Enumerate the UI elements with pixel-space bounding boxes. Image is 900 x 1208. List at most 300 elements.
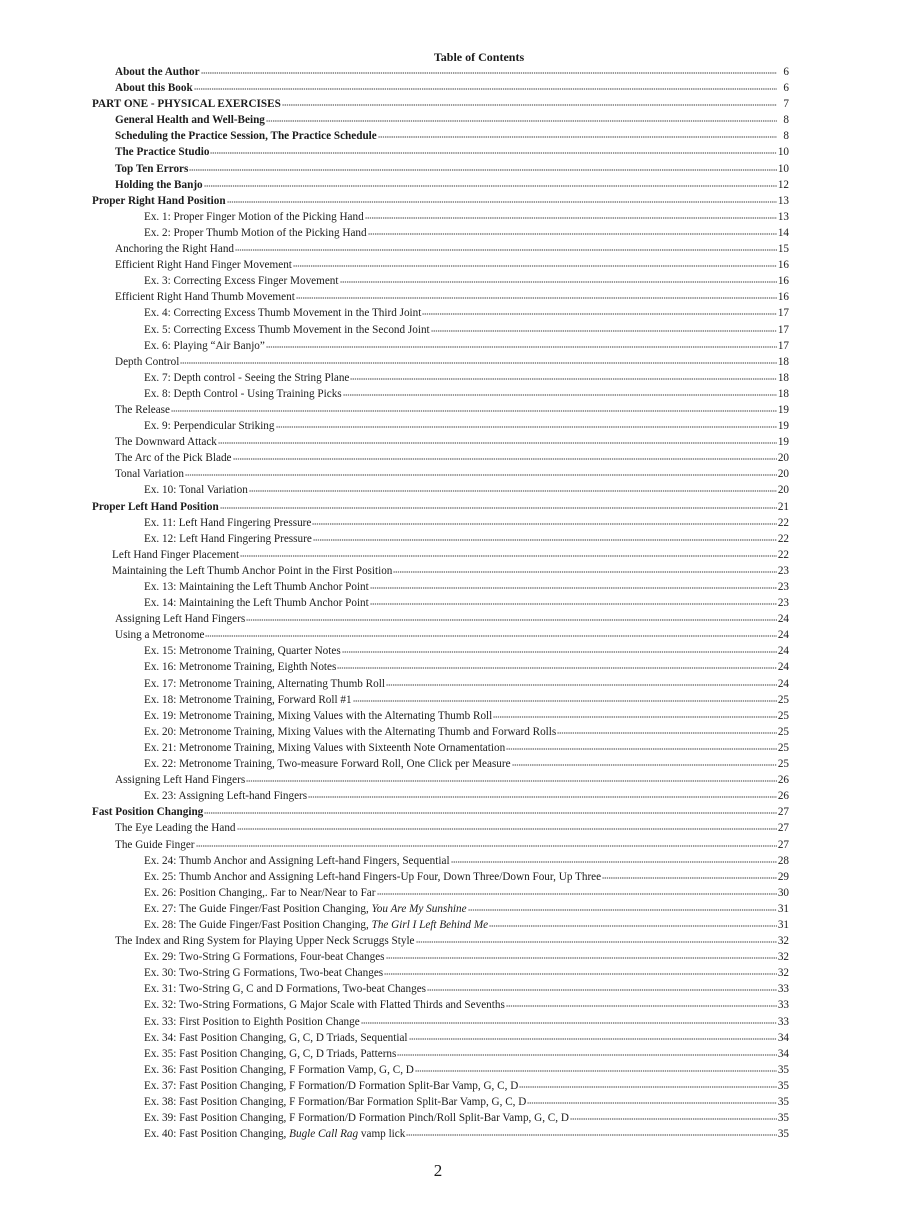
- toc-entry-text: Ex. 34: Fast Position Changing, G, C, D Triads, Sequential: [144, 1031, 408, 1044]
- dot-leader: [343, 386, 777, 396]
- toc-entry: [0, 579, 900, 595]
- toc-entry-title: [144, 482, 248, 498]
- dot-leader: [194, 80, 777, 90]
- toc-entry-page: 33: [777, 983, 789, 996]
- toc-entry-text: The Arc of the Pick Blade: [115, 452, 232, 465]
- toc-entry-text: Depth Control: [115, 355, 180, 368]
- toc-entry-title: [144, 949, 385, 965]
- toc-entry-text: The Index and Ring System for Playing Upper Neck Scruggs Style: [115, 935, 415, 948]
- toc-entry-page: 27: [777, 806, 789, 819]
- toc-entry: [0, 370, 900, 386]
- toc-entry: [0, 322, 900, 338]
- toc-entry-page: 17: [777, 307, 789, 320]
- dot-leader: [365, 209, 777, 219]
- dot-leader: [196, 837, 777, 847]
- toc-entry-title: [144, 209, 364, 225]
- toc-entry-page: 29: [777, 870, 789, 883]
- dot-leader: [266, 338, 777, 348]
- dot-leader: [489, 917, 777, 927]
- dot-leader: [171, 402, 777, 412]
- toc-entry-title: [144, 869, 601, 885]
- toc-entry: [0, 1030, 900, 1046]
- dot-leader: [340, 273, 777, 283]
- dot-leader: [370, 579, 777, 589]
- toc-entry-page: 32: [777, 967, 789, 980]
- toc-entry-page: 21: [777, 500, 789, 513]
- toc-entry: [0, 724, 900, 740]
- dot-leader: [201, 64, 777, 74]
- toc-entry-page: 23: [777, 597, 789, 610]
- toc-entry-page: 35: [777, 1079, 789, 1092]
- toc-entry-title: [115, 112, 265, 128]
- dot-leader: [353, 692, 777, 702]
- toc-entry-title: [144, 1014, 360, 1030]
- toc-entry-text: Ex. 5: Correcting Excess Thumb Movement in the Second Joint: [144, 323, 430, 336]
- toc-entry-text: Ex. 1: Proper Finger Motion of the Picking Hand: [144, 210, 364, 223]
- toc-entry: [0, 676, 900, 692]
- toc-entry-text: Assigning Left Hand Fingers: [115, 613, 246, 626]
- toc-entry-page: 24: [777, 645, 789, 658]
- toc-entry-text: Ex. 22: Metronome Training, Two-measure Forward Roll, One Click per Measure: [144, 758, 511, 771]
- toc-entry-page: 16: [777, 291, 789, 304]
- toc-entry-page: 6: [783, 66, 789, 78]
- toc-entry-title: [144, 901, 467, 917]
- dot-leader: [312, 515, 776, 525]
- toc-entry-page: 23: [777, 564, 789, 577]
- toc-entry-text: Ex. 30: Two-String G Formations, Two-beat Changes: [144, 967, 384, 980]
- toc-entry-page: 14: [777, 226, 789, 239]
- toc-heading: Table of Contents: [433, 50, 525, 64]
- dot-leader: [180, 354, 776, 364]
- toc-entry-text: Efficient Right Hand Thumb Movement: [115, 291, 295, 304]
- dot-leader: [204, 177, 777, 187]
- toc-entry-page: 25: [777, 758, 789, 771]
- dot-leader: [384, 965, 777, 975]
- toc-entry-page: 20: [777, 484, 789, 497]
- toc-entry-text: Ex. 14: Maintaining the Left Thumb Anchor Point: [144, 597, 369, 610]
- toc-entry-title: [144, 1030, 408, 1046]
- dot-leader: [409, 1030, 777, 1040]
- toc-entry-title: [144, 756, 511, 772]
- toc-entry-text: Ex. 7: Depth control - Seeing the String Plane: [144, 371, 350, 384]
- toc-entry: [0, 997, 900, 1013]
- toc-entry-title: [144, 225, 367, 241]
- dot-leader: [218, 434, 777, 444]
- toc-entry-title: [144, 595, 369, 611]
- toc-entry-text: Ex. 17: Metronome Training, Alternating Thumb Roll: [144, 677, 385, 690]
- dot-leader: [361, 1014, 777, 1024]
- toc-entry-title: [144, 997, 505, 1013]
- toc-entry-text: Ex. 8: Depth Control - Using Training Picks: [144, 387, 342, 400]
- toc-entry: [0, 434, 900, 450]
- toc-entry: [0, 128, 900, 144]
- toc-entry: [0, 241, 900, 257]
- toc-entry: [0, 853, 900, 869]
- dot-leader: [393, 563, 776, 573]
- dot-leader: [266, 112, 777, 122]
- toc-entry-page: 23: [777, 581, 789, 593]
- toc-entry-title: [115, 80, 193, 96]
- toc-entry-title: [144, 708, 492, 724]
- toc-entry-title: [144, 273, 339, 289]
- toc-entry-page: 22: [777, 516, 789, 529]
- dot-leader: [427, 981, 777, 991]
- toc-entry-title: [144, 386, 342, 402]
- dot-leader: [296, 289, 777, 299]
- toc-entry-page: 30: [777, 886, 789, 899]
- toc-entry-text: Ex. 29: Two-String G Formations, Four-beat Changes: [144, 951, 385, 964]
- toc-entry-text: Ex. 19: Metronome Training, Mixing Values with the Alternating Thumb Roll: [144, 709, 493, 722]
- dot-leader: [431, 322, 777, 332]
- toc-entry-page: 13: [777, 210, 789, 223]
- toc-entry-text: Ex. 25: Thumb Anchor and Assigning Left-hand Fingers-Up Four, Down Three/Down Four, Up Three: [144, 870, 602, 883]
- toc-entry-text: Holding the Banjo: [115, 178, 203, 191]
- toc-entry-page: 20: [777, 452, 789, 465]
- toc-entry: [0, 338, 900, 354]
- dot-leader: [386, 949, 777, 959]
- toc-entry-text: Ex. 11: Left Hand Fingering Pressure: [144, 516, 312, 529]
- toc-entry-page: 7: [783, 98, 789, 111]
- toc-entry-page: 34: [777, 1047, 789, 1060]
- toc-entry-text: Tonal Variation: [115, 468, 184, 481]
- toc-entry-text: Proper Left Hand Position: [92, 500, 219, 513]
- toc-entry-page: 13: [777, 194, 789, 207]
- dot-leader: [313, 531, 777, 541]
- toc-entry-text: Ex. 39: Fast Position Changing, F Formation/D Formation Pinch/Roll Split-Bar Vamp, G, C, D: [144, 1112, 569, 1125]
- toc-entry-text: About this Book: [115, 82, 193, 95]
- toc-entry-text: Ex. 18: Metronome Training, Forward Roll #1: [144, 693, 352, 706]
- toc-entry: [0, 96, 900, 112]
- dot-leader: [293, 257, 777, 267]
- toc-entry: [0, 1126, 900, 1142]
- toc-entry: [0, 354, 900, 370]
- toc-entry: [0, 112, 900, 128]
- toc-entry-page: 12: [777, 178, 789, 191]
- toc-entry-page: 15: [777, 243, 789, 256]
- toc-entry-text: Using a Metronome: [115, 629, 205, 642]
- toc-entry-page: 25: [777, 709, 789, 722]
- toc-entry-text: The Practice Studio: [115, 146, 210, 159]
- dot-leader: [227, 193, 777, 203]
- toc-entry: [0, 1062, 900, 1078]
- toc-entry-text: Top Ten Errors: [115, 162, 189, 175]
- toc-entry: [0, 225, 900, 241]
- toc-entry: [0, 643, 900, 659]
- toc-entry-text: Ex. 15: Metronome Training, Quarter Notes: [144, 645, 341, 658]
- toc-entry-title: [92, 499, 219, 515]
- toc-entry: [0, 257, 900, 273]
- toc-entry: [0, 708, 900, 724]
- dot-leader: [506, 740, 777, 750]
- table-of-contents: [0, 64, 900, 1142]
- toc-entry-title: [144, 1078, 518, 1094]
- toc-entry-page: 6: [783, 82, 789, 95]
- toc-entry-page: 32: [777, 935, 789, 948]
- toc-entry-text-suffix: vamp lick: [358, 1128, 406, 1141]
- toc-entry: [0, 788, 900, 804]
- toc-entry-text: Ex. 38: Fast Position Changing, F Formation/Bar Formation Split-Bar Vamp, G, C, D: [144, 1096, 527, 1108]
- dot-leader: [378, 128, 777, 138]
- toc-entry-text: Maintaining the Left Thumb Anchor Point in the First Position: [112, 564, 393, 577]
- toc-entry-page: 26: [777, 774, 789, 787]
- toc-entry-page: 35: [777, 1112, 789, 1125]
- dot-leader: [377, 885, 777, 895]
- toc-entry-text: Ex. 21: Metronome Training, Mixing Values with Sixteenth Note Ornamentation: [144, 741, 506, 754]
- toc-entry: [0, 209, 900, 225]
- toc-entry: [0, 837, 900, 853]
- dot-leader: [276, 418, 777, 428]
- toc-entry-page: 19: [777, 420, 789, 433]
- dot-leader: [233, 450, 777, 460]
- toc-entry-page: 10: [777, 162, 789, 175]
- toc-entry-italic-title: Bugle Call Rag: [289, 1128, 359, 1141]
- toc-entry-title: [115, 241, 234, 257]
- toc-entry: [0, 499, 900, 515]
- toc-entry-page: 31: [777, 918, 789, 931]
- toc-entry-page: 24: [777, 677, 789, 690]
- toc-entry-title: [115, 837, 195, 853]
- toc-entry: [0, 386, 900, 402]
- toc-entry-page: 27: [777, 838, 789, 851]
- toc-entry-title: [92, 804, 203, 820]
- toc-entry: [0, 1078, 900, 1094]
- toc-entry: [0, 692, 900, 708]
- dot-leader: [185, 466, 777, 476]
- toc-entry-text: The Eye Leading the Hand: [115, 822, 236, 835]
- toc-entry: [0, 981, 900, 997]
- toc-entry-title: [144, 1110, 569, 1126]
- toc-entry-text: Ex. 13: Maintaining the Left Thumb Anchor Point: [144, 581, 369, 593]
- toc-entry-page: 32: [777, 951, 789, 964]
- toc-entry-text: Ex. 33: First Position to Eighth Position Change: [144, 1015, 360, 1028]
- toc-entry: [0, 901, 900, 917]
- toc-entry-text: PART ONE - PHYSICAL EXERCISES: [92, 98, 281, 111]
- dot-leader: [246, 611, 777, 621]
- dot-leader: [237, 820, 777, 830]
- toc-entry-title: [144, 676, 385, 692]
- toc-entry: [0, 804, 900, 820]
- toc-entry-italic-title: You Are My Sunshine: [371, 902, 467, 915]
- toc-entry-page: 17: [777, 323, 789, 336]
- toc-entry-page: 16: [777, 259, 789, 272]
- dot-leader: [386, 676, 777, 686]
- toc-entry-text: Ex. 36: Fast Position Changing, F Formation Vamp, G, C, D: [144, 1063, 414, 1076]
- toc-entry-title: [115, 177, 203, 193]
- dot-leader: [570, 1110, 777, 1120]
- toc-entry-page: 35: [777, 1063, 789, 1076]
- dot-leader: [342, 643, 777, 653]
- toc-entry: [0, 64, 900, 80]
- toc-entry-page: 27: [777, 822, 789, 835]
- toc-entry: [0, 80, 900, 96]
- toc-entry-title: [115, 64, 200, 80]
- dot-leader: [557, 724, 777, 734]
- toc-entry-page: 8: [783, 114, 789, 127]
- toc-entry-title: [144, 305, 421, 321]
- toc-entry-title: [115, 289, 295, 305]
- toc-entry-title: [112, 547, 239, 563]
- toc-entry: [0, 885, 900, 901]
- toc-entry-page: 8: [783, 130, 789, 143]
- toc-entry: [0, 1094, 900, 1110]
- toc-entry: [0, 659, 900, 675]
- toc-entry-text: Left Hand Finger Placement: [112, 548, 240, 561]
- dot-leader: [406, 1126, 776, 1136]
- toc-entry-text: Ex. 37: Fast Position Changing, F Formation/D Formation Split-Bar Vamp, G, C, D: [144, 1079, 519, 1092]
- toc-entry: [0, 933, 900, 949]
- toc-entry-text: Ex. 31: Two-String G, C and D Formations, Two-beat Changes: [144, 983, 427, 996]
- toc-entry-page: 35: [777, 1096, 789, 1108]
- dot-leader: [235, 241, 777, 251]
- toc-entry-title: [115, 434, 217, 450]
- toc-entry-text: Scheduling the Practice Session, The Practice Schedule: [115, 130, 377, 143]
- dot-leader: [602, 869, 777, 879]
- toc-entry: [0, 144, 900, 160]
- toc-entry-page: 26: [777, 790, 789, 803]
- dot-leader: [210, 144, 776, 154]
- toc-entry-text: The Release: [115, 403, 170, 416]
- toc-entry: [0, 402, 900, 418]
- toc-entry: [0, 161, 900, 177]
- toc-entry-title: [115, 466, 184, 482]
- toc-entry-page: 25: [777, 693, 789, 706]
- dot-leader: [493, 708, 777, 718]
- toc-entry-text: Ex. 26: Position Changing,. Far to Near/Near to Far: [144, 886, 376, 899]
- toc-entry-title: [144, 981, 426, 997]
- toc-entry-text: The Guide Finger: [115, 838, 195, 851]
- dot-leader: [512, 756, 777, 766]
- dot-leader: [519, 1078, 777, 1088]
- dot-leader: [415, 1062, 777, 1072]
- toc-entry-title: [144, 724, 556, 740]
- toc-entry-text: The Downward Attack: [115, 436, 217, 449]
- toc-entry-title: [115, 450, 232, 466]
- toc-entry-text: General Health and Well-Being: [115, 114, 265, 127]
- toc-entry: [0, 595, 900, 611]
- toc-entry: [0, 965, 900, 981]
- toc-entry-text: Ex. 35: Fast Position Changing, G, C, D Triads, Patterns: [144, 1047, 397, 1060]
- toc-entry-title: [144, 740, 505, 756]
- dot-leader: [240, 547, 777, 557]
- toc-entry-title: [144, 1046, 396, 1062]
- toc-entry-title: [115, 161, 188, 177]
- dot-leader: [527, 1094, 776, 1104]
- toc-entry-title: [144, 788, 307, 804]
- toc-entry: [0, 531, 900, 547]
- toc-entry-text: Ex. 32: Two-String Formations, G Major Scale with Flatted Thirds and Sevenths: [144, 999, 505, 1012]
- toc-entry-title: [144, 692, 352, 708]
- toc-entry-page: 33: [777, 1015, 789, 1028]
- toc-entry: [0, 273, 900, 289]
- toc-entry: [0, 917, 900, 933]
- toc-entry-title: [144, 1094, 526, 1110]
- toc-entry-page: 25: [777, 725, 789, 738]
- toc-entry: [0, 820, 900, 836]
- toc-entry: [0, 869, 900, 885]
- toc-entry: [0, 177, 900, 193]
- toc-entry: [0, 563, 900, 579]
- toc-entry-page: 28: [777, 854, 789, 867]
- dot-leader: [368, 225, 777, 235]
- toc-entry-page: 20: [777, 468, 789, 481]
- toc-entry-page: 31: [777, 902, 789, 915]
- toc-entry-title: [144, 531, 312, 547]
- toc-entry-text: Ex. 40: Fast Position Changing,: [144, 1128, 290, 1141]
- toc-entry: [0, 305, 900, 321]
- toc-entry-page: 33: [777, 999, 789, 1012]
- toc-entry: [0, 949, 900, 965]
- dot-leader: [246, 772, 777, 782]
- dot-leader: [220, 499, 777, 509]
- toc-entry: [0, 418, 900, 434]
- toc-entry-text: Ex. 23: Assigning Left-hand Fingers: [144, 790, 308, 803]
- toc-entry-text: Efficient Right Hand Finger Movement: [115, 259, 292, 272]
- dot-leader: [205, 627, 776, 637]
- toc-entry-page: 16: [777, 275, 789, 288]
- toc-entry: [0, 611, 900, 627]
- toc-entry: [0, 1110, 900, 1126]
- toc-entry-text: Ex. 24: Thumb Anchor and Assigning Left-hand Fingers, Sequential: [144, 854, 450, 867]
- toc-entry-page: 22: [777, 548, 789, 561]
- toc-entry-title: [115, 128, 377, 144]
- toc-entry-text: Ex. 9: Perpendicular Striking: [144, 420, 275, 433]
- toc-entry-title: [112, 563, 392, 579]
- page-number: 2: [433, 1161, 443, 1180]
- toc-entry-page: 19: [777, 436, 789, 449]
- dot-leader: [189, 161, 776, 171]
- toc-entry-page: 34: [777, 1031, 789, 1044]
- toc-entry-text: Ex. 2: Proper Thumb Motion of the Picking Hand: [144, 226, 367, 239]
- toc-entry-title: [144, 965, 383, 981]
- toc-entry-title: [144, 418, 275, 434]
- toc-entry: [0, 515, 900, 531]
- toc-entry: [0, 193, 900, 209]
- toc-entry-text: Ex. 10: Tonal Variation: [144, 484, 248, 497]
- toc-entry: [0, 482, 900, 498]
- toc-entry-title: [115, 402, 170, 418]
- toc-entry-text: Anchoring the Right Hand: [115, 243, 235, 256]
- dot-leader: [350, 370, 776, 380]
- toc-entry-title: [115, 144, 209, 160]
- toc-entry: [0, 627, 900, 643]
- toc-entry-title: [115, 820, 236, 836]
- toc-entry-title: [144, 322, 430, 338]
- toc-entry-page: 17: [777, 339, 789, 352]
- toc-entry-text: Ex. 28: The Guide Finger/Fast Position Changing,: [144, 918, 372, 931]
- toc-entry-title: [115, 772, 245, 788]
- toc-entry-text: Ex. 16: Metronome Training, Eighth Notes: [144, 661, 337, 674]
- toc-entry-page: 18: [777, 371, 789, 384]
- toc-entry-title: [115, 627, 204, 643]
- toc-entry-page: 24: [777, 629, 789, 642]
- toc-entry-title: [115, 354, 179, 370]
- dot-leader: [397, 1046, 776, 1056]
- toc-entry-title: [92, 193, 226, 209]
- toc-entry-title: [144, 338, 265, 354]
- toc-entry-page: 35: [777, 1128, 789, 1141]
- dot-leader: [451, 853, 777, 863]
- toc-entry-title: [115, 257, 292, 273]
- toc-entry-page: 18: [777, 355, 789, 368]
- dot-leader: [422, 305, 776, 315]
- toc-entry-page: 25: [777, 741, 789, 754]
- toc-entry-italic-title: The Girl I Left Behind Me: [371, 918, 489, 931]
- toc-entry-text: Ex. 27: The Guide Finger/Fast Position Changing,: [144, 902, 372, 915]
- toc-entry-title: [92, 96, 281, 112]
- toc-entry-title: [144, 370, 349, 386]
- dot-leader: [249, 482, 777, 492]
- dot-leader: [204, 804, 777, 814]
